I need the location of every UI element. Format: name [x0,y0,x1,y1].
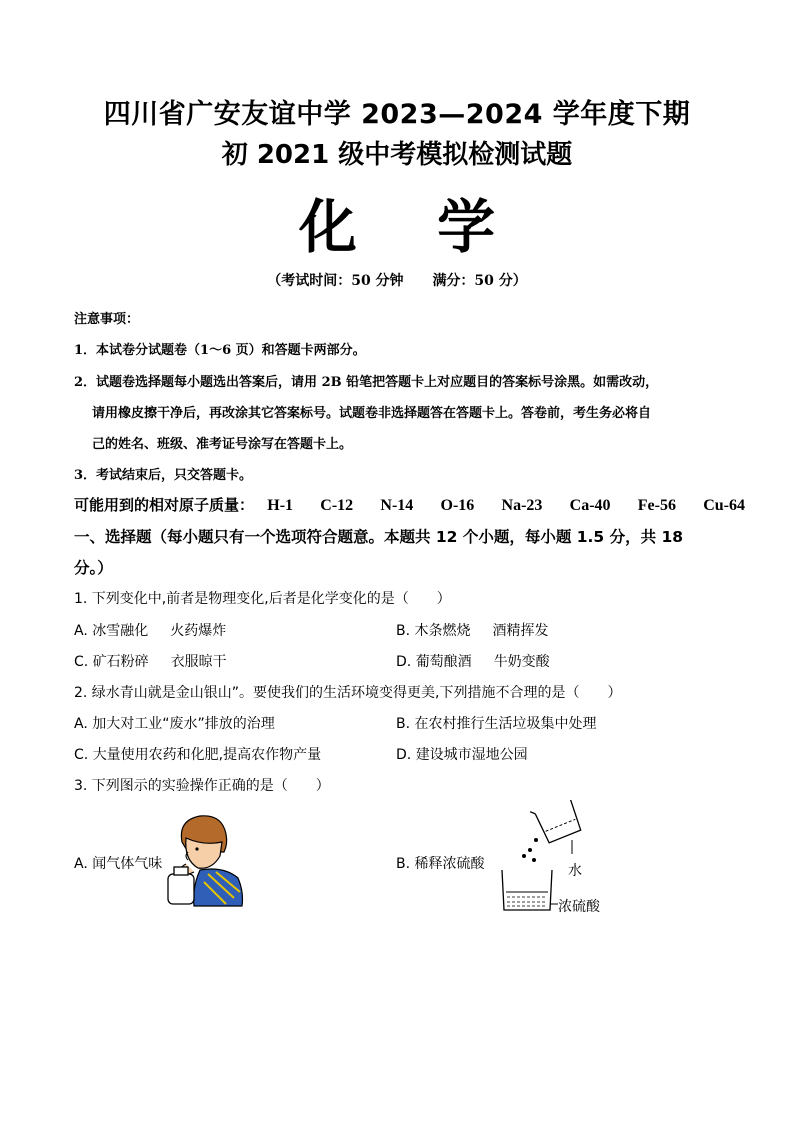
atomic-mass-item: Ca-40 [569,497,611,514]
exam-time: （考试时间：50 分钟 [267,273,404,289]
question-1-option-a: A. 冰雪融化 火药爆炸 [74,623,227,639]
question-2-stem: 2. 绿水青山就是金山银山”。要使我们的生活环境变得更美,下列措施不合理的是（ ） [74,685,622,701]
question-3-stem: 3. 下列图示的实验操作正确的是（ ） [74,778,330,794]
notice-item-2-line1: 2．试题卷选择题每小题选出答案后，请用 2B 铅笔把答题卡上对应题目的答案标号涂黑。如需改动， [74,375,659,390]
question-1-option-b: B. 木条燃烧 酒精挥发 [396,623,549,639]
section-heading-line1: 一、选择题（每小题只有一个选项符合题意。本题共 12 个小题，每小题 1.5 分，共 18 [74,528,684,546]
question-3-option-b: B. 稀释浓硫酸 [396,856,485,872]
notice-heading: 注意事项： [74,312,140,327]
section-heading-line2: 分。） [74,559,113,577]
atomic-mass-item: H-1 [267,497,294,514]
question-2-option-a: A. 加大对工业“废水”排放的治理 [74,716,275,732]
atomic-mass-item: Cu-64 [703,497,745,514]
subject-title: 化 学 [298,193,526,261]
water-drop [522,854,526,858]
atomic-mass-item: Na-23 [501,497,543,514]
atomic-mass-label: 可能用到的相对原子质量： [74,496,255,514]
question-1-stem: 1. 下列变化中,前者是物理变化,后者是化学变化的是（ ） [74,591,451,607]
question-1-option-c: C. 矿石粉碎 衣服晾干 [74,654,227,670]
bottle-neck [174,867,188,875]
eye-shape [195,847,198,850]
atomic-mass-item: C-12 [320,497,354,514]
question-2-option-c: C. 大量使用农药和化肥,提高农作物产量 [74,747,322,763]
atomic-mass-item: N-14 [380,497,414,514]
atomic-mass-line [74,494,767,515]
question-2-option-b: B. 在农村推行生活垃圾集中处理 [396,716,597,732]
receiving-beaker [502,870,552,910]
smell-gas-illustration [164,812,248,908]
exam-title-line1: 四川省广安友谊中学 2023—2024 学年度下期 [103,99,691,130]
gas-bottle [168,874,194,904]
question-3-option-a: A. 闻气体气味 [74,856,163,872]
question-2-option-d: D. 建设城市湿地公园 [396,747,528,763]
water-drop [528,848,532,852]
face-shape [186,838,222,868]
question-1-option-d: D. 葡萄酿酒 牛奶变酸 [396,654,550,670]
water-drop [534,838,538,842]
atomic-mass-item: O-16 [440,497,475,514]
atomic-mass-item: Fe-56 [637,497,676,514]
exam-meta [0,270,794,290]
water-drop [532,858,536,862]
notice-item-3: 3．考试结束后，只交答题卡。 [74,468,253,483]
notice-item-1: 1．本试卷分试题卷（1～6 页）和答题卡两部分。 [74,343,366,358]
water-label: 水 [568,863,582,879]
pouring-beaker [530,800,582,845]
notice-item-2-line3: 己的姓名、班级、准考证号涂写在答题卡上。 [92,437,353,452]
conc-acid-label: 浓硫酸 [558,899,600,915]
exam-title-line2: 初 2021 级中考模拟检测试题 [221,140,573,170]
notice-item-2-line2: 请用橡皮擦干净后，再改涂其它答案标号。试题卷非选择题答在答题卡上。答卷前，考生务必将自 [92,406,652,421]
full-score: 满分：50 分） [432,273,527,289]
